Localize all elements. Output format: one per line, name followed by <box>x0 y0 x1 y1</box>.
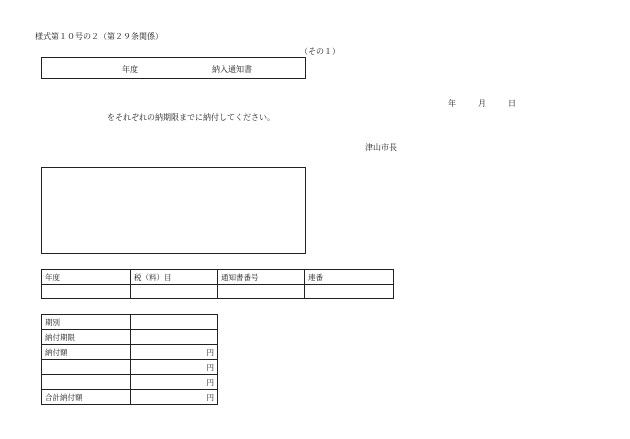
info-value-tax <box>131 285 218 299</box>
payment-row-unit: 円 <box>131 360 218 375</box>
payment-row-label <box>42 360 131 375</box>
issuer-name: 津山市長 <box>365 143 397 152</box>
payment-row-label: 納付額 <box>42 345 131 360</box>
payment-row-unit <box>131 330 218 345</box>
payment-row-unit: 円 <box>131 390 218 405</box>
address-box <box>41 167 306 254</box>
payment-row-unit <box>131 315 218 330</box>
date-day: 日 <box>508 99 516 108</box>
payment-row-unit: 円 <box>131 375 218 390</box>
title-box <box>41 57 306 79</box>
payment-row-label: 期別 <box>42 315 131 330</box>
info-header-year: 年度 <box>42 270 131 285</box>
sheet-label: （その１） <box>300 47 340 56</box>
info-header-serial: 連番 <box>305 270 394 285</box>
payment-table <box>41 314 218 405</box>
payment-row-label: 納付期限 <box>42 330 131 345</box>
info-value-serial <box>305 285 394 299</box>
payment-row-unit: 円 <box>131 345 218 360</box>
title-year: 年度 <box>122 65 138 74</box>
form-id: 様式第１０号の２（第２９条関係） <box>35 32 163 41</box>
payment-row-label <box>42 375 131 390</box>
info-value-notice-number <box>218 285 305 299</box>
date-month: 月 <box>478 99 486 108</box>
payment-row-label: 合計納付額 <box>42 390 131 405</box>
info-table <box>41 269 394 299</box>
date-year: 年 <box>448 99 456 108</box>
info-header-notice-number: 通知書番号 <box>218 270 305 285</box>
info-header-tax: 税（料）目 <box>131 270 218 285</box>
instruction-text: をそれぞれの納期限までに納付してください。 <box>107 113 275 122</box>
title-name: 納入通知書 <box>212 65 252 74</box>
info-value-year <box>42 285 131 299</box>
